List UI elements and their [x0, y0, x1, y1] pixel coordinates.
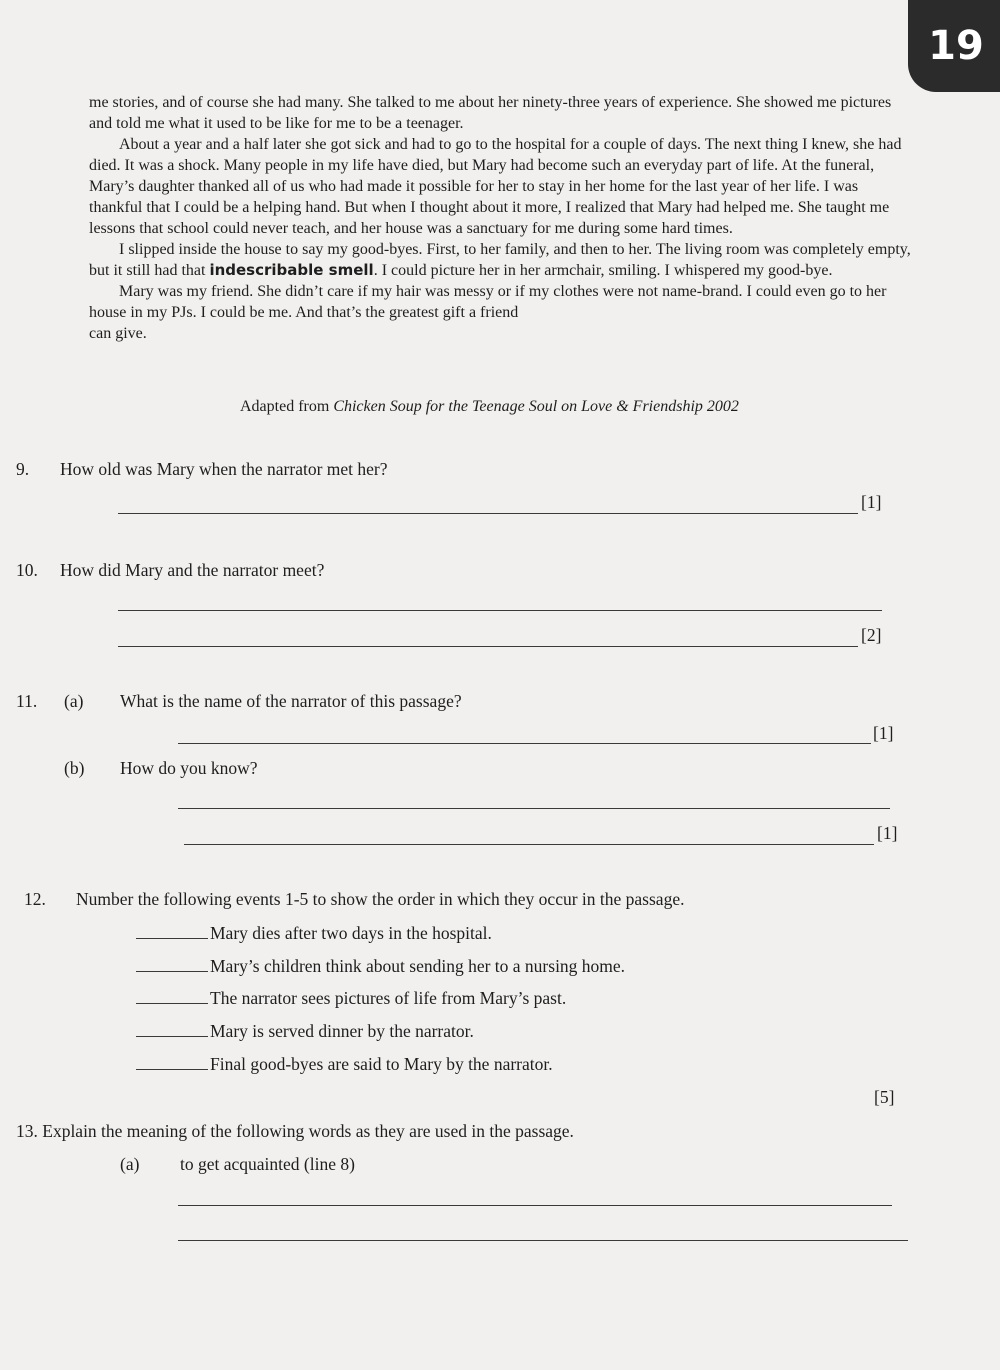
question-11-number: 11. [16, 691, 38, 711]
question-9-number: 9. [16, 459, 30, 479]
event-number-blank[interactable] [136, 1036, 208, 1037]
marks-q11a: [1] [873, 723, 894, 743]
answer-line-q10-1[interactable] [118, 610, 882, 611]
answer-line-q13a-1[interactable] [178, 1205, 892, 1206]
event-number-blank[interactable] [136, 938, 208, 939]
event-item: Mary’s children think about sending her to a nursing home. [136, 956, 625, 977]
event-number-blank[interactable] [136, 971, 208, 972]
event-item: The narrator sees pictures of life from Mary’s past. [136, 988, 566, 1009]
answer-line-q13a-2[interactable] [178, 1240, 908, 1241]
answer-line-q9[interactable] [118, 513, 858, 514]
event-item: Mary dies after two days in the hospital. [136, 923, 492, 944]
question-13-text: 13. Explain the meaning of the following words as they are used in the passage. [16, 1121, 574, 1141]
event-number-blank[interactable] [136, 1003, 208, 1004]
passage-paragraph-1: me stories, and of course she had many. She talked to me about her ninety-three years of experience. She showed me pictures and told me what it used to be like for me to be a teenager. [89, 94, 892, 132]
marks-q9: [1] [861, 492, 882, 512]
marks-q11b: [1] [877, 823, 898, 843]
question-11a-text: What is the name of the narrator of this passage? [120, 691, 462, 711]
passage-paragraph-2: About a year and a half later she got sick and had to go to the hospital for a couple of days. The next thing I knew, she had died. It was a shock. Many people in my life have died, but Mary had become such an everyday part of life. At the funeral, Mary’s daughter thanked all of us who had made it possible for her to stay in her home for the last year of her life. I was thankful that I could be a helping hand. But when I thought about it more, I realized that Mary had helped me. She taught me lessons that school could never teach, and her house was a sanctuary for me during some hard times. [89, 136, 902, 237]
question-13a-label: (a) [120, 1154, 140, 1174]
question-11b-label: (b) [64, 758, 85, 778]
question-12-text: Number the following events 1-5 to show the order in which they occur in the passage. [76, 889, 685, 909]
bold-phrase: indescribable smell [209, 261, 374, 279]
page-number-badge: 19 [908, 0, 1000, 92]
event-item: Mary is served dinner by the narrator. [136, 1021, 474, 1042]
question-12-number: 12. [24, 889, 46, 909]
reading-passage [89, 92, 915, 344]
answer-line-q11a[interactable] [178, 743, 871, 744]
source-title: Chicken Soup for the Teenage Soul on Love & Friendship 2002 [333, 398, 739, 415]
question-11b-text: How do you know? [120, 758, 258, 778]
marks-q12: [5] [874, 1087, 895, 1107]
passage-paragraph-3: I slipped inside the house to say my good-byes. First, to her family, and then to her. The living room was completely empty, but it still had that indescribable smell. I could picture her in her armchair, smiling. I whispered my good-bye. [89, 241, 911, 279]
question-11a-label: (a) [64, 691, 84, 711]
question-9-text: How old was Mary when the narrator met her? [60, 459, 388, 479]
question-10-text: How did Mary and the narrator meet? [60, 560, 325, 580]
marks-q10: [2] [861, 625, 882, 645]
source-citation: Adapted from Chicken Soup for the Teenage Soul on Love & Friendship 2002 [240, 398, 739, 415]
passage-paragraph-4: Mary was my friend. She didn’t care if my hair was messy or if my clothes were not name-brand. I could even go to her house in my PJs. I could be me. And that’s the greatest gift a friend can give. [89, 283, 887, 342]
event-item: Final good-byes are said to Mary by the narrator. [136, 1054, 553, 1075]
question-13a-text: to get acquainted (line 8) [180, 1154, 355, 1174]
answer-line-q11b-1[interactable] [178, 808, 890, 809]
answer-line-q10-2[interactable] [118, 646, 858, 647]
event-number-blank[interactable] [136, 1069, 208, 1070]
answer-line-q11b-2[interactable] [184, 844, 874, 845]
question-10-number: 10. [16, 560, 38, 580]
